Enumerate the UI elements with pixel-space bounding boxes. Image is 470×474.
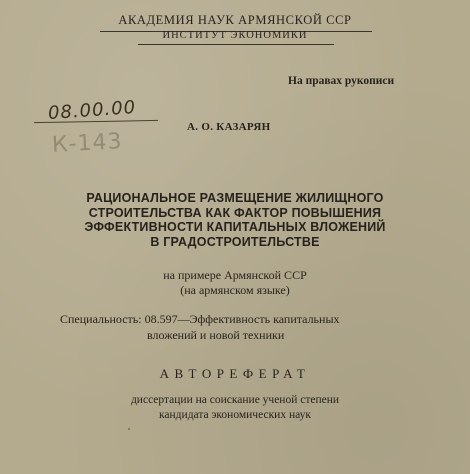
dissertation-title [40, 191, 430, 249]
handwritten-shelf-mark: К-143 [51, 129, 124, 158]
specialty-line: Специальность: 08.597—Эффективность капитальных [60, 312, 340, 326]
academy-heading: АКАДЕМИЯ НАУК АРМЯНСКОЙ ССР [118, 13, 352, 27]
author-name: А. О. КАЗАРЯН [187, 121, 271, 133]
specialty-line: вложений и новой техники [147, 328, 285, 342]
degree-line: кандидата экономических наук [159, 408, 311, 421]
subtitle-line: на примере Армянской ССР [163, 268, 307, 282]
title-line: ЭФФЕКТИВНОСТИ КАПИТАЛЬНЫХ ВЛОЖЕНИЙ [84, 220, 386, 234]
dissertation-degree-note [0, 393, 470, 422]
abstract-label: АВТОРЕФЕРАТ [159, 366, 311, 381]
handwritten-classification-code: 08.00.00 [47, 96, 137, 125]
institute-heading: ИНСТИТУТ ЭКОНОМИКИ [162, 30, 308, 41]
specialty [60, 311, 340, 343]
subtitle-line: (на армянском языке) [180, 283, 290, 297]
header-rule-bottom [138, 44, 334, 45]
title-line: В ГРАДОСТРОИТЕЛЬСТВЕ [150, 234, 320, 249]
manuscript-rights-note: На правах рукописи [288, 75, 395, 87]
paper-speck [128, 428, 130, 430]
subtitle [0, 268, 470, 298]
title-line: СТРОИТЕЛЬСТВА КАК ФАКТОР ПОВЫШЕНИЯ [88, 205, 382, 220]
degree-line: диссертации на соискание ученой степени [130, 394, 340, 406]
title-line: РАЦИОНАЛЬНОЕ РАЗМЕЩЕНИЕ ЖИЛИЩНОГО [86, 191, 384, 205]
